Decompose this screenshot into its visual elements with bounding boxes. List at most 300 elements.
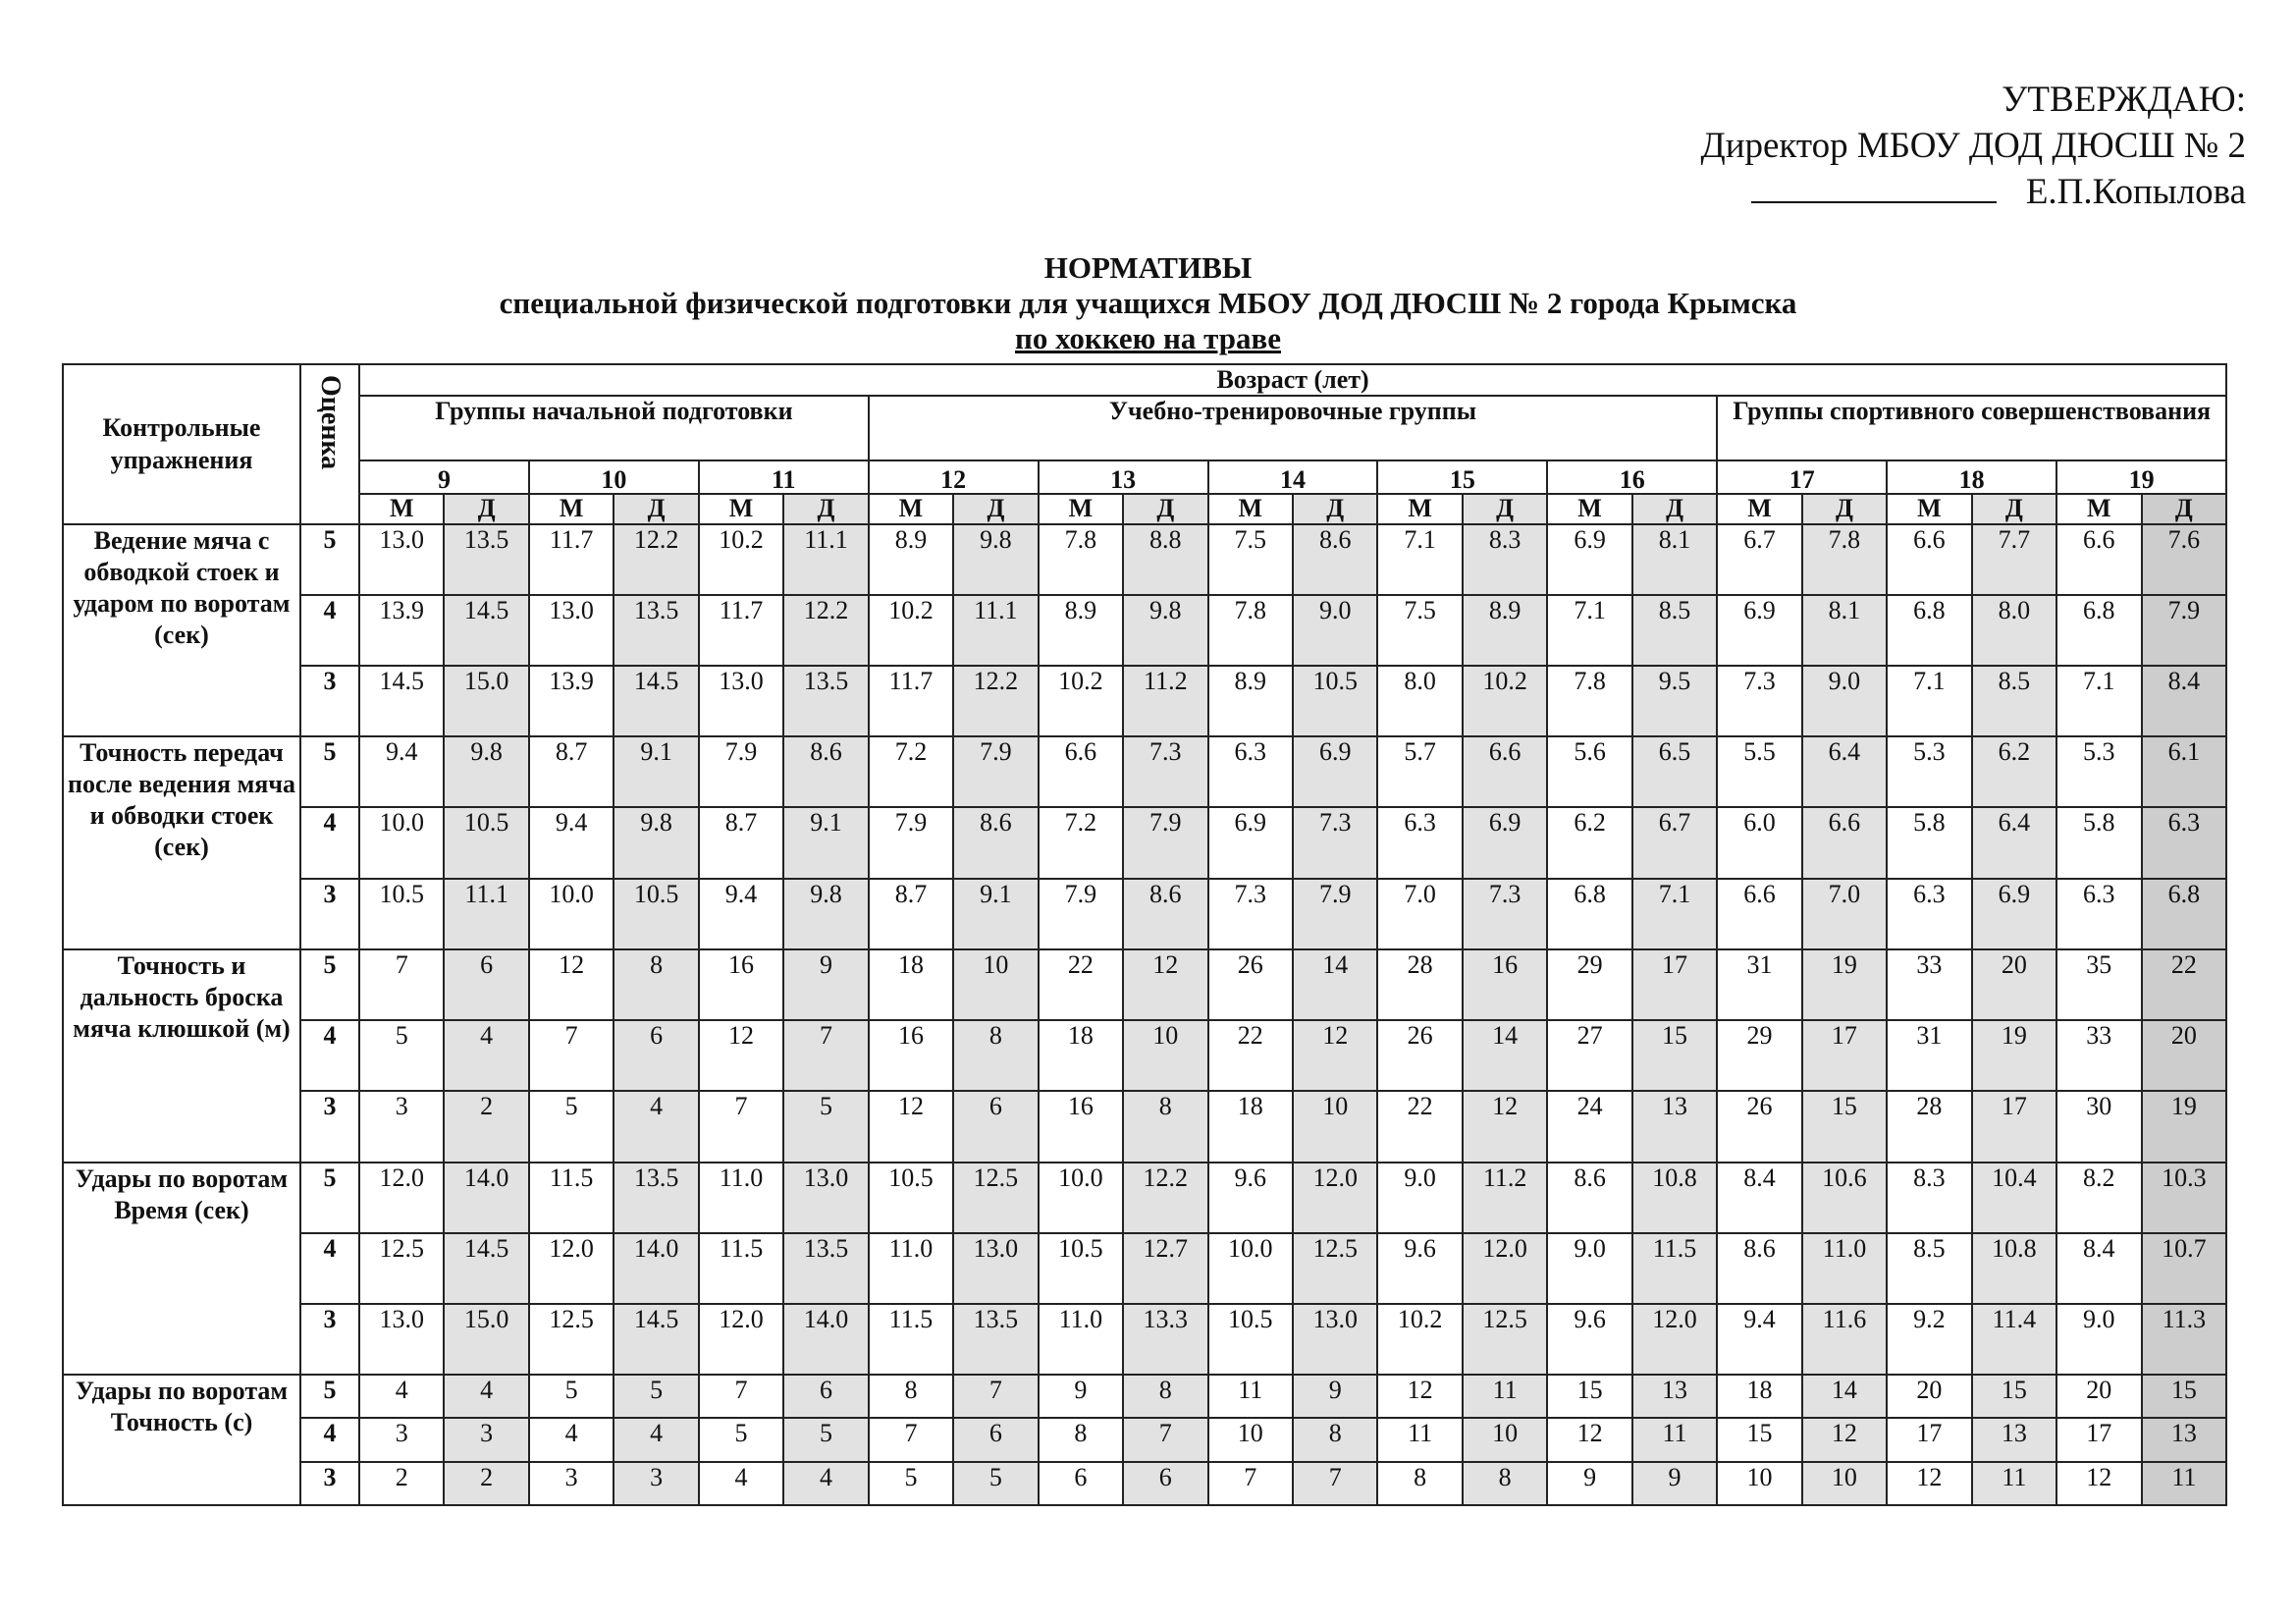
value-cell: 27 [1547, 1020, 1631, 1091]
value-cell: 9 [1039, 1375, 1123, 1418]
value-cell: 6.7 [1717, 524, 1801, 595]
value-cell: 7.8 [1802, 524, 1887, 595]
document-subtitle: специальной физической подготовки для учащихся МБОУ ДОД ДЮСШ № 2 города Крымска [499, 286, 1797, 320]
value-cell: 13 [1632, 1375, 1717, 1418]
value-cell: 17 [2056, 1418, 2141, 1461]
table-row [63, 807, 2226, 878]
value-cell: 22 [1377, 1091, 1462, 1162]
value-cell: 7.9 [1039, 879, 1123, 949]
value-cell: 12.2 [953, 666, 1038, 736]
value-cell: 9.8 [444, 736, 528, 807]
value-cell: 9 [783, 949, 868, 1020]
value-cell: 9.8 [1123, 595, 1207, 666]
value-cell: 6 [1123, 1462, 1207, 1505]
value-cell: 8.1 [1802, 595, 1887, 666]
value-cell: 7 [953, 1375, 1038, 1418]
header-grade [300, 364, 359, 524]
value-cell: 12.0 [1293, 1163, 1377, 1233]
value-cell: 5 [869, 1462, 953, 1505]
value-cell: 14.5 [359, 666, 444, 736]
value-cell: 6.8 [2142, 879, 2227, 949]
value-cell: 9.0 [2056, 1304, 2141, 1375]
value-cell: 12 [869, 1091, 953, 1162]
value-cell: 7.3 [1717, 666, 1801, 736]
value-cell: 12.0 [699, 1304, 783, 1375]
value-cell: 13 [2142, 1418, 2227, 1461]
value-cell: 4 [614, 1418, 698, 1461]
value-cell: 8.9 [869, 524, 953, 595]
value-cell: 13.0 [953, 1233, 1038, 1304]
header-sex-f: Д [1972, 494, 2056, 523]
table-row [63, 1233, 2226, 1304]
value-cell: 9.0 [1377, 1163, 1462, 1233]
value-cell: 20 [2142, 1020, 2227, 1091]
value-cell: 8 [1377, 1462, 1462, 1505]
grade-cell: 3 [300, 666, 359, 736]
value-cell: 9 [1547, 1462, 1631, 1505]
value-cell: 6.9 [1293, 736, 1377, 807]
value-cell: 11 [1377, 1418, 1462, 1461]
header-sex-m: М [1208, 494, 1293, 523]
value-cell: 13.5 [783, 666, 868, 736]
value-cell: 10.5 [1293, 666, 1377, 736]
value-cell: 7.9 [1293, 879, 1377, 949]
value-cell: 2 [444, 1462, 528, 1505]
table-row [63, 524, 2226, 595]
value-cell: 13.5 [614, 1163, 698, 1233]
value-cell: 11.5 [869, 1304, 953, 1375]
document-title: НОРМАТИВЫ [1043, 250, 1253, 285]
value-cell: 10 [1802, 1462, 1887, 1505]
value-cell: 10.5 [869, 1163, 953, 1233]
value-cell: 8.9 [1039, 595, 1123, 666]
value-cell: 8.8 [1123, 524, 1207, 595]
header-age-18: 18 [1887, 460, 2056, 494]
grade-cell: 3 [300, 1462, 359, 1505]
value-cell: 13.0 [783, 1163, 868, 1233]
value-cell: 12.2 [783, 595, 868, 666]
value-cell: 7.1 [1632, 879, 1717, 949]
value-cell: 11.1 [783, 524, 868, 595]
value-cell: 7 [699, 1091, 783, 1162]
value-cell: 12.5 [1463, 1304, 1547, 1375]
value-cell: 8.4 [2056, 1233, 2141, 1304]
value-cell: 6 [444, 949, 528, 1020]
grade-cell: 4 [300, 807, 359, 878]
header-sex-m: М [529, 494, 614, 523]
header-age-15: 15 [1377, 460, 1547, 494]
value-cell: 5 [614, 1375, 698, 1418]
value-cell: 10 [1293, 1091, 1377, 1162]
value-cell: 9.0 [1547, 1233, 1631, 1304]
value-cell: 10.2 [1463, 666, 1547, 736]
value-cell: 12 [1802, 1418, 1887, 1461]
table-row [63, 736, 2226, 807]
header-age-12: 12 [869, 460, 1039, 494]
value-cell: 12.5 [359, 1233, 444, 1304]
value-cell: 22 [1039, 949, 1123, 1020]
norms-table [62, 363, 2227, 1506]
header-sex-m: М [1717, 494, 1801, 523]
value-cell: 7.1 [1377, 524, 1462, 595]
value-cell: 6.9 [1717, 595, 1801, 666]
value-cell: 7 [699, 1375, 783, 1418]
value-cell: 14.0 [444, 1163, 528, 1233]
value-cell: 6.2 [1972, 736, 2056, 807]
value-cell: 8.6 [783, 736, 868, 807]
header-age-10: 10 [529, 460, 699, 494]
value-cell: 10 [953, 949, 1038, 1020]
value-cell: 19 [1802, 949, 1887, 1020]
value-cell: 7.6 [2142, 524, 2227, 595]
table-row [63, 595, 2226, 666]
value-cell: 33 [1887, 949, 1971, 1020]
value-cell: 12 [1293, 1020, 1377, 1091]
value-cell: 7.2 [1039, 807, 1123, 878]
header-sex-f: Д [1802, 494, 1887, 523]
approval-block [1700, 77, 2246, 215]
value-cell: 26 [1377, 1020, 1462, 1091]
value-cell: 7.3 [1208, 879, 1293, 949]
value-cell: 8.0 [1972, 595, 2056, 666]
value-cell: 6.8 [2056, 595, 2141, 666]
value-cell: 12.7 [1123, 1233, 1207, 1304]
value-cell: 12.5 [953, 1163, 1038, 1233]
header-grade-label: Оценка [315, 375, 346, 470]
value-cell: 10.0 [1208, 1233, 1293, 1304]
header-sex-f: Д [783, 494, 868, 523]
value-cell: 5 [783, 1418, 868, 1461]
header-sex-m: М [1887, 494, 1971, 523]
value-cell: 5 [699, 1418, 783, 1461]
value-cell: 8.0 [1377, 666, 1462, 736]
value-cell: 2 [444, 1091, 528, 1162]
value-cell: 8.6 [1717, 1233, 1801, 1304]
value-cell: 10.2 [699, 524, 783, 595]
table-row [63, 1375, 2226, 1418]
value-cell: 4 [444, 1020, 528, 1091]
value-cell: 10.0 [529, 879, 614, 949]
value-cell: 9.8 [614, 807, 698, 878]
header-age-13: 13 [1039, 460, 1208, 494]
value-cell: 8.7 [699, 807, 783, 878]
header-sex-m: М [359, 494, 444, 523]
value-cell: 11.0 [869, 1233, 953, 1304]
value-cell: 6.9 [1463, 807, 1547, 878]
value-cell: 11.0 [1802, 1233, 1887, 1304]
value-cell: 10.2 [869, 595, 953, 666]
value-cell: 7 [1293, 1462, 1377, 1505]
value-cell: 5 [359, 1020, 444, 1091]
document-sport: по хоккею на траве [1014, 321, 1282, 355]
value-cell: 6.3 [2142, 807, 2227, 878]
value-cell: 14.5 [444, 595, 528, 666]
value-cell: 9.6 [1547, 1304, 1631, 1375]
value-cell: 11.5 [1632, 1233, 1717, 1304]
value-cell: 12 [1547, 1418, 1631, 1461]
value-cell: 11 [1208, 1375, 1293, 1418]
header-sex-m: М [869, 494, 953, 523]
value-cell: 13.0 [529, 595, 614, 666]
value-cell: 6.6 [1463, 736, 1547, 807]
header-group: Группы начальной подготовки [359, 396, 869, 460]
value-cell: 7.8 [1547, 666, 1631, 736]
value-cell: 8.5 [1887, 1233, 1971, 1304]
value-cell: 11.3 [2142, 1304, 2227, 1375]
value-cell: 6.4 [1802, 736, 1887, 807]
value-cell: 12 [1123, 949, 1207, 1020]
value-cell: 9.4 [529, 807, 614, 878]
value-cell: 9.2 [1887, 1304, 1971, 1375]
value-cell: 11.5 [699, 1233, 783, 1304]
grade-cell: 3 [300, 1091, 359, 1162]
value-cell: 18 [869, 949, 953, 1020]
value-cell: 11.1 [953, 595, 1038, 666]
header-sex-f: Д [1123, 494, 1207, 523]
value-cell: 13.5 [783, 1233, 868, 1304]
value-cell: 5.8 [2056, 807, 2141, 878]
header-sex-f: Д [1293, 494, 1377, 523]
value-cell: 6.6 [1887, 524, 1971, 595]
value-cell: 5.5 [1717, 736, 1801, 807]
value-cell: 17 [1972, 1091, 2056, 1162]
value-cell: 10 [1717, 1462, 1801, 1505]
header-age-11: 11 [699, 460, 869, 494]
value-cell: 13.5 [953, 1304, 1038, 1375]
value-cell: 7.1 [2056, 666, 2141, 736]
value-cell: 7 [869, 1418, 953, 1461]
value-cell: 14.0 [783, 1304, 868, 1375]
grade-cell: 5 [300, 1163, 359, 1233]
value-cell: 6.0 [1717, 807, 1801, 878]
value-cell: 12 [529, 949, 614, 1020]
value-cell: 13.0 [1293, 1304, 1377, 1375]
value-cell: 3 [614, 1462, 698, 1505]
value-cell: 13.0 [699, 666, 783, 736]
value-cell: 14.5 [614, 1304, 698, 1375]
value-cell: 26 [1717, 1091, 1801, 1162]
table-row [63, 666, 2226, 736]
value-cell: 13.9 [529, 666, 614, 736]
value-cell: 10.3 [2142, 1163, 2227, 1233]
value-cell: 8.3 [1887, 1163, 1971, 1233]
header-exercise: Контрольные упражнения [63, 364, 300, 524]
value-cell: 8.2 [2056, 1163, 2141, 1233]
header-age-19: 19 [2056, 460, 2226, 494]
value-cell: 15 [2142, 1375, 2227, 1418]
value-cell: 6 [953, 1418, 1038, 1461]
value-cell: 6.2 [1547, 807, 1631, 878]
approval-signer: Е.П.Копылова [2025, 172, 2246, 212]
value-cell: 4 [614, 1091, 698, 1162]
value-cell: 6.6 [1039, 736, 1123, 807]
value-cell: 12.0 [1632, 1304, 1717, 1375]
value-cell: 10.8 [1632, 1163, 1717, 1233]
value-cell: 19 [1972, 1020, 2056, 1091]
value-cell: 20 [2056, 1375, 2141, 1418]
value-cell: 4 [444, 1375, 528, 1418]
value-cell: 7.8 [1208, 595, 1293, 666]
value-cell: 12.0 [1463, 1233, 1547, 1304]
value-cell: 9.8 [783, 879, 868, 949]
value-cell: 9.6 [1377, 1233, 1462, 1304]
header-group: Группы спортивного совершенствования [1717, 396, 2226, 460]
value-cell: 8 [1123, 1091, 1207, 1162]
table-row [63, 1462, 2226, 1505]
value-cell: 5.7 [1377, 736, 1462, 807]
table-row [63, 879, 2226, 949]
value-cell: 7 [1123, 1418, 1207, 1461]
grade-cell: 5 [300, 524, 359, 595]
value-cell: 10.6 [1802, 1163, 1887, 1233]
value-cell: 8 [869, 1375, 953, 1418]
value-cell: 11.4 [1972, 1304, 2056, 1375]
value-cell: 7.9 [699, 736, 783, 807]
value-cell: 6.3 [2056, 879, 2141, 949]
exercise-name: Удары по воротам Точность (с) [63, 1375, 300, 1505]
value-cell: 4 [699, 1462, 783, 1505]
value-cell: 5.6 [1547, 736, 1631, 807]
value-cell: 11.1 [444, 879, 528, 949]
value-cell: 10.0 [359, 807, 444, 878]
value-cell: 13.3 [1123, 1304, 1207, 1375]
grade-cell: 5 [300, 1375, 359, 1418]
value-cell: 5.3 [1887, 736, 1971, 807]
header-age-9: 9 [359, 460, 529, 494]
value-cell: 30 [2056, 1091, 2141, 1162]
value-cell: 6.7 [1632, 807, 1717, 878]
value-cell: 8.1 [1632, 524, 1717, 595]
signature-line [1751, 176, 1997, 203]
value-cell: 11.7 [869, 666, 953, 736]
value-cell: 22 [2142, 949, 2227, 1020]
value-cell: 9.6 [1208, 1163, 1293, 1233]
value-cell: 9.0 [1293, 595, 1377, 666]
grade-cell: 4 [300, 1020, 359, 1091]
header-sex-f: Д [1463, 494, 1547, 523]
value-cell: 3 [359, 1091, 444, 1162]
value-cell: 5.3 [2056, 736, 2141, 807]
value-cell: 7.5 [1377, 595, 1462, 666]
value-cell: 8.6 [953, 807, 1038, 878]
header-sex-f: Д [614, 494, 698, 523]
value-cell: 28 [1377, 949, 1462, 1020]
value-cell: 8.3 [1463, 524, 1547, 595]
value-cell: 17 [1632, 949, 1717, 1020]
value-cell: 15 [1547, 1375, 1631, 1418]
header-sex-f: Д [2142, 494, 2227, 523]
grade-cell: 5 [300, 736, 359, 807]
value-cell: 17 [1887, 1418, 1971, 1461]
approval-title: УТВЕРЖДАЮ: [2002, 80, 2246, 120]
value-cell: 6.3 [1377, 807, 1462, 878]
header-sex-f: Д [953, 494, 1038, 523]
value-cell: 35 [2056, 949, 2141, 1020]
value-cell: 10.2 [1039, 666, 1123, 736]
value-cell: 11.0 [699, 1163, 783, 1233]
value-cell: 3 [444, 1418, 528, 1461]
header-sex-m: М [1039, 494, 1123, 523]
value-cell: 7.1 [1887, 666, 1971, 736]
value-cell: 6 [953, 1091, 1038, 1162]
header-sex-f: Д [444, 494, 528, 523]
table-row [63, 1020, 2226, 1091]
value-cell: 16 [1039, 1091, 1123, 1162]
value-cell: 11.2 [1463, 1163, 1547, 1233]
table-row [63, 1418, 2226, 1461]
approval-position: Директор МБОУ ДОД ДЮСШ № 2 [1700, 126, 2246, 166]
value-cell: 6.8 [1547, 879, 1631, 949]
value-cell: 4 [359, 1375, 444, 1418]
value-cell: 8.6 [1293, 524, 1377, 595]
value-cell: 13 [1972, 1418, 2056, 1461]
value-cell: 26 [1208, 949, 1293, 1020]
value-cell: 13.0 [359, 524, 444, 595]
value-cell: 9.4 [1717, 1304, 1801, 1375]
value-cell: 14.5 [444, 1233, 528, 1304]
value-cell: 17 [1802, 1020, 1887, 1091]
document-heading [0, 250, 2296, 356]
value-cell: 10.0 [1039, 1163, 1123, 1233]
value-cell: 8.7 [869, 879, 953, 949]
value-cell: 15.0 [444, 1304, 528, 1375]
header-age-17: 17 [1717, 460, 1887, 494]
value-cell: 18 [1717, 1375, 1801, 1418]
value-cell: 8 [614, 949, 698, 1020]
value-cell: 14 [1463, 1020, 1547, 1091]
value-cell: 12.2 [1123, 1163, 1207, 1233]
value-cell: 10.5 [1208, 1304, 1293, 1375]
value-cell: 12 [1463, 1091, 1547, 1162]
table-row [63, 1163, 2226, 1233]
value-cell: 8.4 [2142, 666, 2227, 736]
value-cell: 12 [1377, 1375, 1462, 1418]
value-cell: 10.5 [359, 879, 444, 949]
value-cell: 10 [1463, 1418, 1547, 1461]
header-sex-m: М [1547, 494, 1631, 523]
value-cell: 13 [1632, 1091, 1717, 1162]
value-cell: 4 [529, 1418, 614, 1461]
value-cell: 9.8 [953, 524, 1038, 595]
value-cell: 11.7 [699, 595, 783, 666]
value-cell: 8.9 [1463, 595, 1547, 666]
value-cell: 10.8 [1972, 1233, 2056, 1304]
value-cell: 12 [699, 1020, 783, 1091]
value-cell: 11 [1632, 1418, 1717, 1461]
grade-cell: 3 [300, 879, 359, 949]
value-cell: 5 [529, 1091, 614, 1162]
value-cell: 6.5 [1632, 736, 1717, 807]
value-cell: 9 [1632, 1462, 1717, 1505]
value-cell: 8.5 [1632, 595, 1717, 666]
value-cell: 15 [1802, 1091, 1887, 1162]
grade-cell: 3 [300, 1304, 359, 1375]
header-group: Учебно-тренировочные группы [869, 396, 1718, 460]
value-cell: 6.9 [1208, 807, 1293, 878]
value-cell: 11 [1972, 1462, 2056, 1505]
header-age-16: 16 [1547, 460, 1717, 494]
value-cell: 8 [1293, 1418, 1377, 1461]
exercise-name: Точность и дальность броска мяча клюшкой (м) [63, 949, 300, 1163]
value-cell: 13.5 [614, 595, 698, 666]
value-cell: 6.6 [2056, 524, 2141, 595]
value-cell: 7 [783, 1020, 868, 1091]
header-sex-m: М [699, 494, 783, 523]
value-cell: 31 [1887, 1020, 1971, 1091]
value-cell: 16 [1463, 949, 1547, 1020]
value-cell: 7.5 [1208, 524, 1293, 595]
header-sex-m: М [2056, 494, 2141, 523]
